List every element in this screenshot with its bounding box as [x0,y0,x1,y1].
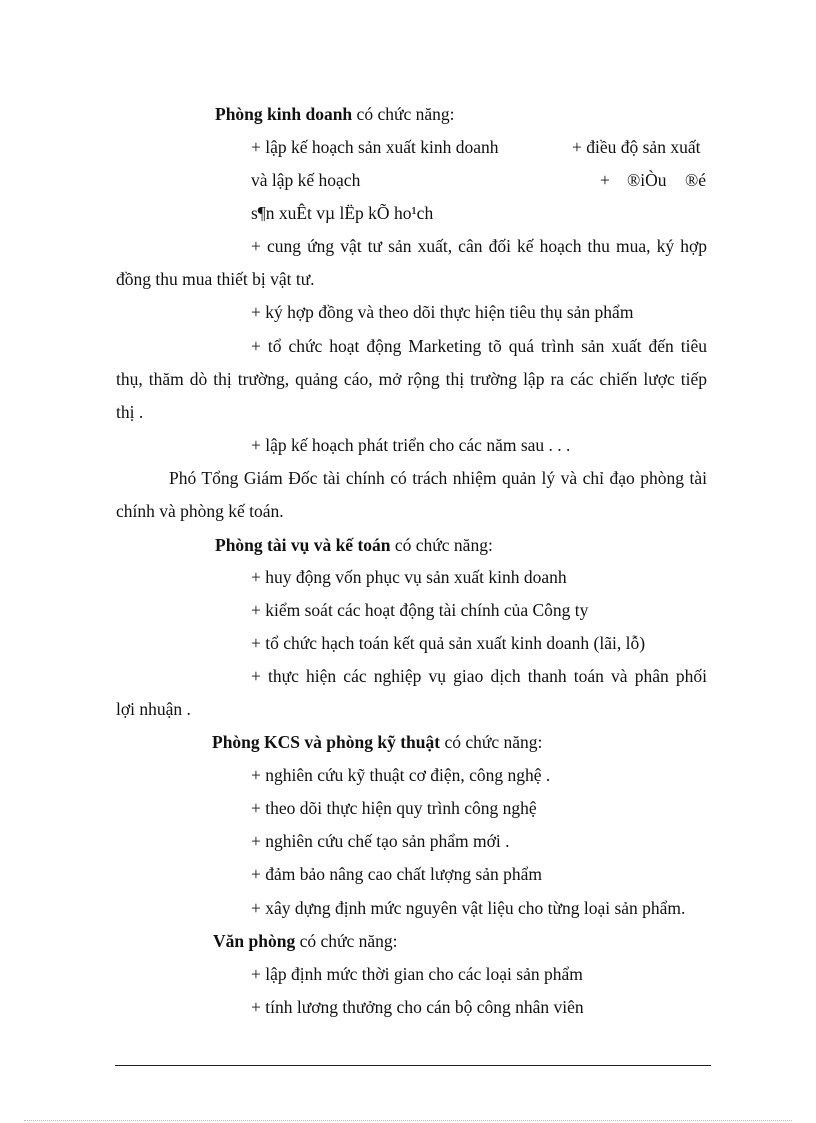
item-text: + tổ chức hạch toán kết quả sản xuất kinh doanh (lãi, lỗ) [251,633,646,653]
item-marketing-line1 [251,335,707,357]
item-text: + nghiên cứu chế tạo sản phẩm mới . [251,831,510,851]
item-che-tao [251,830,509,852]
heading-phong-kcs [212,731,542,753]
heading-bold-text: Văn phòng [213,931,296,951]
item-huy-dong-von [251,566,567,588]
plus-text: + [600,170,610,190]
heading-bold-text: Phòng kinh doanh [215,104,353,124]
item-text: + tổ chức hoạt động Marketing tõ quá trình sản xuất đến tiêu [251,336,707,356]
garbled-word: ®iÒu [627,170,667,190]
item-text: + tính lương thưởng cho cán bộ công nhân viên [251,997,584,1017]
item-text: + lập định mức thời gian cho các loại sản phẩm [251,964,583,984]
item-kiem-soat [251,599,588,621]
item-phat-trien [251,434,570,456]
item-marketing-line2 [116,368,707,390]
item-text: lợi nhuận . [116,699,191,719]
item-text: và lập kế hoạch [251,170,361,190]
footer-rule [115,1065,711,1066]
item-cung-ung-line1 [251,235,707,257]
item-text: + thực hiện các nghiệp vụ giao dịch thanh toán và phân phối [251,666,707,686]
item-text: + xây dựng định mức nguyên vật liệu cho từng loại sản phẩm. [251,898,686,918]
item-text: + đảm bảo nâng cao chất lượng sản phẩm [251,864,543,884]
item-text: + điều độ sản xuất [572,137,701,157]
heading-suffix: có chức năng: [440,732,543,752]
item-text: đồng thu mua thiết bị vật tư. [116,269,315,289]
garbled-word: ®é [685,170,707,190]
heading-suffix: có chức năng: [295,931,398,951]
garbled-line [251,202,433,224]
page-bottom-dotted-border [24,1120,792,1121]
item-plus-sign [600,169,610,191]
garbled-text: s¶n xuÊt vµ lËp kÕ ho¹ch [251,203,434,223]
heading-phong-kinh-doanh [215,103,454,125]
item-cung-ung-line2 [116,268,315,290]
item-text: thị . [116,402,144,422]
item-text: + kiểm soát các hoạt động tài chính của Công ty [251,600,589,620]
heading-suffix: có chức năng: [352,104,455,124]
item-theo-doi-quy-trinh [251,797,537,819]
item-dinh-muc-thoi-gian [251,963,583,985]
item-text: + ký hợp đồng và theo dõi thực hiện tiêu thụ sản phẩm [251,302,634,322]
item-tinh-luong [251,996,584,1018]
item-text: thụ, thăm dò thị trường, quảng cáo, mở rộng thị trường lập ra các chiến lược tiếp [116,369,707,389]
paragraph-text: Phó Tổng Giám Đốc tài chính có trách nhiệm quản lý và chỉ đạo phòng tài [169,468,707,488]
item-dinh-muc-nvl [251,897,685,919]
garbled-text-dieu [627,169,667,191]
item-ky-hop-dong [251,301,633,323]
item-text: + cung ứng vật tư sản xuất, cân đối kế hoạch thu mua, ký hợp [251,236,707,256]
item-lap-ke-hoach-left [251,136,499,158]
heading-bold-text: Phòng tài vụ và kế toán [215,535,391,555]
item-hach-toan [251,632,645,654]
paragraph-pho-tong-line2 [116,500,284,522]
item-va-lap-ke-hoach [251,169,360,191]
item-nghiep-vu-line2 [116,698,191,720]
item-text: + nghiên cứu kỹ thuật cơ điện, công nghệ . [251,765,551,785]
item-text: + theo dõi thực hiện quy trình công nghệ [251,798,537,818]
item-text: + huy động vốn phục vụ sản xuất kinh doanh [251,567,567,587]
heading-suffix: có chức năng: [390,535,493,555]
heading-bold-text: Phòng KCS và phòng kỹ thuật [212,732,441,752]
item-dieu-do-right [572,136,700,158]
garbled-text-do [685,169,706,191]
heading-van-phong [213,930,398,952]
item-chat-luong [251,863,542,885]
paragraph-pho-tong-line1 [169,467,707,489]
item-nghien-cuu-ky-thuat [251,764,550,786]
item-text: + lập kế hoạch phát triển cho các năm sau . . . [251,435,571,455]
item-text: + lập kế hoạch sản xuất kinh doanh [251,137,499,157]
heading-phong-tai-vu [215,534,493,556]
item-marketing-line3 [116,401,143,423]
paragraph-text: chính và phòng kế toán. [116,501,284,521]
item-nghiep-vu-line1 [251,665,707,687]
